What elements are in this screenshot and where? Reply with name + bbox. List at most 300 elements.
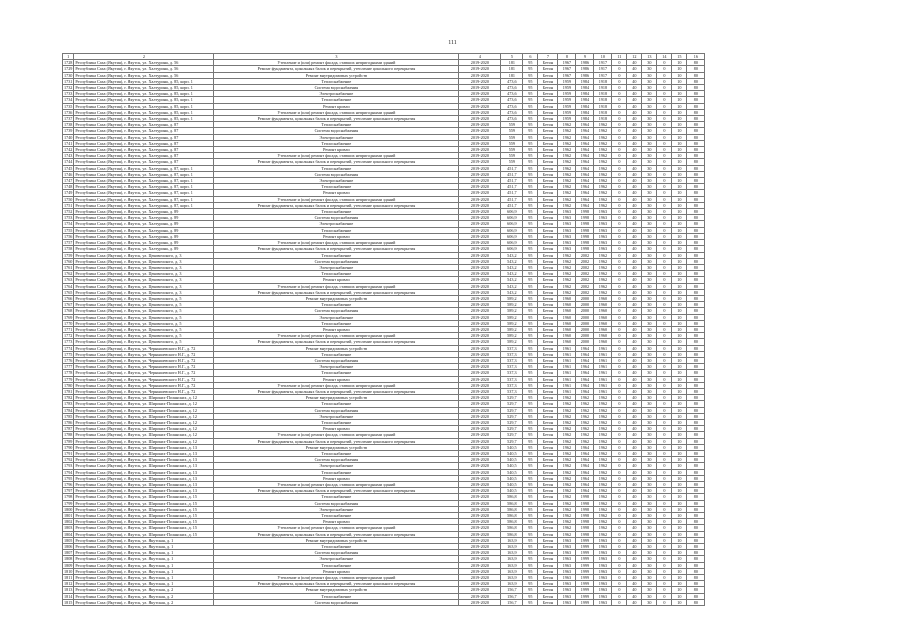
table-cell: Республика Саха (Якутия), г. Якутск, ул. Халтурина, д. 89 — [74, 227, 214, 233]
table-cell: 1962 — [594, 463, 612, 469]
table-cell: 0 — [612, 252, 627, 258]
table-cell: 163,9 — [501, 562, 523, 568]
table-cell: 0 — [657, 401, 672, 407]
table-cell: 1999 — [576, 550, 594, 556]
table-cell: 1964 — [576, 128, 594, 134]
table-cell: 80 — [687, 544, 705, 550]
table-cell: 1963 — [594, 568, 612, 574]
table-cell: 1964 — [576, 469, 594, 475]
table-cell: 1917 — [594, 60, 612, 66]
table-cell: 10 — [672, 575, 687, 581]
table-cell: 30 — [642, 463, 657, 469]
table-cell: 1963 — [558, 209, 576, 215]
column-header: 5 — [501, 54, 523, 60]
table-cell: 10 — [672, 537, 687, 543]
table-cell: 80 — [687, 320, 705, 326]
table-cell: Республика Саха (Якутия), г. Якутск, ул. Халтурина, д. 87 — [74, 128, 214, 134]
table-cell: 0 — [657, 537, 672, 543]
table-cell: 30 — [642, 407, 657, 413]
table-cell: 181 — [501, 72, 523, 78]
table-cell: 2019-2020 — [459, 339, 501, 345]
table-cell: Республика Саха (Якутия), г. Якутск, ул. Халтурина, д. 87, корп. 1 — [74, 190, 214, 196]
table-cell: 1740 — [64, 134, 73, 140]
table-cell: 1962 — [558, 134, 576, 140]
table-cell: 0 — [612, 339, 627, 345]
table-cell: 1734 — [64, 97, 73, 103]
table-cell: 1999 — [576, 556, 594, 562]
table-cell: 1960 — [594, 314, 612, 320]
table-cell: 0 — [657, 513, 672, 519]
table-cell: 163,9 — [501, 537, 523, 543]
table-cell: 95 — [523, 240, 538, 246]
table-cell: Бетон — [538, 97, 558, 103]
column-header: 4 — [459, 54, 501, 60]
table-cell: 2019-2020 — [459, 575, 501, 581]
table-cell: 540,5 — [501, 463, 523, 469]
table-cell: 1962 — [558, 171, 576, 177]
table-cell: 1962 — [594, 457, 612, 463]
table-cell: 2019-2020 — [459, 171, 501, 177]
table-cell: 0 — [657, 209, 672, 215]
table-cell: Бетон — [538, 240, 558, 246]
table-cell: 451,7 — [501, 190, 523, 196]
table-cell: Теплоснабжение — [214, 97, 459, 103]
table-cell: 40 — [627, 116, 642, 122]
table-cell: 40 — [627, 202, 642, 208]
table-cell: 1783 — [64, 401, 73, 407]
table-cell: 589,2 — [501, 326, 523, 332]
table-cell: 559 — [501, 140, 523, 146]
table-cell: 10 — [672, 599, 687, 605]
table-cell: 80 — [687, 494, 705, 500]
table-cell: Республика Саха (Якутия), г. Якутск, ул. Широких-Полянских, д. 12 — [74, 438, 214, 444]
table-cell: 95 — [523, 184, 538, 190]
table-cell: Бетон — [538, 333, 558, 339]
table-cell: 10 — [672, 140, 687, 146]
table-cell: 1798 — [64, 494, 73, 500]
table-cell: Республика Саха (Якутия), г. Якутск, ул. Халтурина, д. 87 — [74, 147, 214, 153]
table-cell: 0 — [657, 134, 672, 140]
table-cell: 0 — [657, 550, 672, 556]
table-cell: Республика Саха (Якутия), г. Якутск, ул. Цековичского, д. 3 — [74, 252, 214, 258]
table-cell: 1811 — [64, 575, 73, 581]
table-cell: 95 — [523, 252, 538, 258]
table-cell: 1805 — [64, 537, 73, 543]
table-cell: 529,7 — [501, 407, 523, 413]
table-cell: Республика Саха (Якутия), г. Якутск, ул. Халтурина, д. 87, корп. 1 — [74, 196, 214, 202]
table-cell: 2019-2020 — [459, 178, 501, 184]
table-cell: 80 — [687, 413, 705, 419]
table-cell: 0 — [612, 357, 627, 363]
table-cell: 80 — [687, 221, 705, 227]
table-cell: 0 — [612, 289, 627, 295]
table-cell: 40 — [627, 196, 642, 202]
table-cell: 1963 — [594, 240, 612, 246]
column-header: 7 — [538, 54, 558, 60]
table-cell: 80 — [687, 451, 705, 457]
table-cell: Бетон — [538, 426, 558, 432]
table-cell: 1998 — [576, 246, 594, 252]
table-cell: 40 — [627, 60, 642, 66]
table-cell: 156,7 — [501, 593, 523, 599]
table-cell: 1964 — [576, 202, 594, 208]
table-cell: Бетон — [538, 116, 558, 122]
table-cell: 1963 — [558, 233, 576, 239]
table-cell: 0 — [612, 438, 627, 444]
table-cell: 10 — [672, 227, 687, 233]
table-cell: Ремонт кровли — [214, 277, 459, 283]
table-cell: 543,2 — [501, 277, 523, 283]
table-cell: Теплоснабжение — [214, 419, 459, 425]
table-cell: Теплоснабжение — [214, 513, 459, 519]
table-cell: 30 — [642, 401, 657, 407]
table-cell: Бетон — [538, 109, 558, 115]
table-cell: 1998 — [576, 494, 594, 500]
table-cell: 0 — [657, 419, 672, 425]
table-cell: Утепление и (или) ремонт фасада, ставших непригодными зданий — [214, 382, 459, 388]
table-cell: 1962 — [594, 159, 612, 165]
table-cell: Бетон — [538, 438, 558, 444]
table-cell: 30 — [642, 246, 657, 252]
table-cell: 40 — [627, 494, 642, 500]
table-cell: 1767 — [64, 302, 73, 308]
table-cell: 1962 — [558, 475, 576, 481]
table-cell: 1961 — [558, 364, 576, 370]
table-cell: 80 — [687, 562, 705, 568]
table-cell: 1984 — [576, 78, 594, 84]
table-cell: 10 — [672, 339, 687, 345]
table-cell: Республика Саха (Якутия), г. Якутск, ул. Цековичского, д. 5 — [74, 314, 214, 320]
table-cell: Республика Саха (Якутия), г. Якутск, ул. Халтурина, д. 87 — [74, 122, 214, 128]
table-cell: 95 — [523, 190, 538, 196]
table-cell: 163,9 — [501, 556, 523, 562]
table-cell: Бетон — [538, 401, 558, 407]
table-cell: 1757 — [64, 240, 73, 246]
table-cell: 1964 — [576, 159, 594, 165]
table-cell: Бетон — [538, 525, 558, 531]
table-cell: 2019-2020 — [459, 587, 501, 593]
table-cell: 80 — [687, 419, 705, 425]
table-cell: 1962 — [558, 190, 576, 196]
table-cell: 540,5 — [501, 457, 523, 463]
table-cell: 95 — [523, 568, 538, 574]
table-cell: 30 — [642, 128, 657, 134]
table-cell: 0 — [612, 60, 627, 66]
table-cell: 1792 — [64, 457, 73, 463]
table-cell: 1984 — [576, 85, 594, 91]
table-cell: 30 — [642, 221, 657, 227]
table-cell: 40 — [627, 178, 642, 184]
table-cell: 0 — [657, 438, 672, 444]
table-cell: 1963 — [558, 550, 576, 556]
table-cell: 30 — [642, 500, 657, 506]
table-cell: 1790 — [64, 444, 73, 450]
table-cell: 95 — [523, 513, 538, 519]
table-cell: 95 — [523, 357, 538, 363]
table-cell: 540,5 — [501, 451, 523, 457]
table-cell: 80 — [687, 271, 705, 277]
table-cell: Бетон — [538, 326, 558, 332]
table-cell: Бетон — [538, 599, 558, 605]
table-cell: Республика Саха (Якутия), г. Якутск, ул. Цековичского, д. 5 — [74, 326, 214, 332]
table-cell: 2019-2020 — [459, 277, 501, 283]
table-cell: 473,6 — [501, 109, 523, 115]
table-cell: 30 — [642, 283, 657, 289]
table-cell: 95 — [523, 457, 538, 463]
table-cell: 0 — [657, 85, 672, 91]
table-cell: Теплоснабжение — [214, 351, 459, 357]
table-cell: Ремонт фундамента, цокольных балок и перекрытий, утепление цокольного перекрытия — [214, 488, 459, 494]
table-cell: 529,7 — [501, 426, 523, 432]
table-cell: 80 — [687, 258, 705, 264]
table-cell: 537,3 — [501, 351, 523, 357]
table-cell: 2019-2020 — [459, 159, 501, 165]
table-cell: 473,6 — [501, 116, 523, 122]
table-cell: 2019-2020 — [459, 550, 501, 556]
table-cell: 0 — [657, 444, 672, 450]
table-cell: 40 — [627, 475, 642, 481]
table-cell: Республика Саха (Якутия), г. Якутск, ул. Якутская, д. 1 — [74, 568, 214, 574]
table-cell: 0 — [657, 258, 672, 264]
table-cell: 1999 — [576, 593, 594, 599]
table-cell: 40 — [627, 140, 642, 146]
table-cell: 1962 — [594, 165, 612, 171]
table-cell: 80 — [687, 140, 705, 146]
table-cell: 80 — [687, 488, 705, 494]
table-cell: 30 — [642, 91, 657, 97]
table-cell: 1754 — [64, 221, 73, 227]
table-cell: Республика Саха (Якутия), г. Якутск, ул. Широких-Полянских, д. 13 — [74, 482, 214, 488]
table-cell: 1962 — [594, 184, 612, 190]
table-cell: 95 — [523, 97, 538, 103]
table-cell: Республика Саха (Якутия), г. Якутск, ул. Якутская, д. 1 — [74, 581, 214, 587]
table-cell: 1917 — [594, 72, 612, 78]
table-cell: 1962 — [558, 283, 576, 289]
table-cell: Республика Саха (Якутия), г. Якутск, ул. Цековичского, д. 3 — [74, 258, 214, 264]
table-cell: 1738 — [64, 122, 73, 128]
table-cell: 2019-2020 — [459, 103, 501, 109]
table-cell: 1962 — [594, 190, 612, 196]
table-cell: 586,8 — [501, 513, 523, 519]
table-cell: 2019-2020 — [459, 463, 501, 469]
table-cell: 0 — [657, 556, 672, 562]
table-cell: 1963 — [558, 246, 576, 252]
table-cell: 1963 — [558, 544, 576, 550]
table-cell: Бетон — [538, 283, 558, 289]
table-cell: 0 — [612, 134, 627, 140]
table-cell: 1964 — [576, 382, 594, 388]
table-cell: 40 — [627, 432, 642, 438]
table-cell: Бетон — [538, 308, 558, 314]
table-cell: Республика Саха (Якутия), г. Якутск, ул. Широких-Полянских, д. 12 — [74, 413, 214, 419]
table-cell: 95 — [523, 370, 538, 376]
table-cell: 95 — [523, 295, 538, 301]
table-cell: 1758 — [64, 246, 73, 252]
table-cell: 95 — [523, 488, 538, 494]
table-cell: 80 — [687, 314, 705, 320]
table-cell: Бетон — [538, 320, 558, 326]
table-cell: 0 — [612, 407, 627, 413]
table-cell: 10 — [672, 178, 687, 184]
table-cell: 30 — [642, 314, 657, 320]
table-cell: 0 — [612, 196, 627, 202]
table-cell: Республика Саха (Якутия), г. Якутск, ул. Широких-Полянских, д. 12 — [74, 401, 214, 407]
table-cell: Бетон — [538, 488, 558, 494]
table-cell: Республика Саха (Якутия), г. Якутск, ул. Халтурина, д. 89 — [74, 221, 214, 227]
table-cell: 2000 — [576, 295, 594, 301]
table-cell: 40 — [627, 190, 642, 196]
table-cell: 0 — [612, 513, 627, 519]
table-cell: 0 — [657, 271, 672, 277]
table-cell: Республика Саха (Якутия), г. Якутск, ул. Халтурина, д. 87 — [74, 153, 214, 159]
table-cell: 40 — [627, 382, 642, 388]
table-cell: 451,7 — [501, 171, 523, 177]
table-cell: 10 — [672, 109, 687, 115]
table-cell: 95 — [523, 171, 538, 177]
table-cell: 163,9 — [501, 544, 523, 550]
column-header: 1 — [63, 54, 74, 60]
table-cell: 1999 — [576, 599, 594, 605]
table-cell: 0 — [657, 97, 672, 103]
table-cell: 1962 — [576, 395, 594, 401]
table-cell: 1960 — [594, 308, 612, 314]
table-cell: 1960 — [558, 295, 576, 301]
table-cell: 10 — [672, 196, 687, 202]
table-cell: 40 — [627, 103, 642, 109]
table-cell: 95 — [523, 140, 538, 146]
table-cell: 1781 — [64, 388, 73, 394]
table-cell: 1959 — [558, 97, 576, 103]
table-cell: 0 — [657, 215, 672, 221]
table-cell: 0 — [612, 376, 627, 382]
table-cell: 0 — [657, 221, 672, 227]
table-cell: 2019-2020 — [459, 432, 501, 438]
table-cell: 1959 — [558, 103, 576, 109]
table-cell: 2019-2020 — [459, 66, 501, 72]
table-cell: 0 — [657, 388, 672, 394]
table-cell: 1962 — [558, 252, 576, 258]
table-cell: 1960 — [594, 339, 612, 345]
table-cell: 2019-2020 — [459, 134, 501, 140]
table-cell: 10 — [672, 333, 687, 339]
table-cell: 0 — [612, 78, 627, 84]
table-cell: 1730 — [64, 72, 73, 78]
table-cell: 2002 — [576, 264, 594, 270]
table-cell: Республика Саха (Якутия), г. Якутск, ул. Широких-Полянских, д. 13 — [74, 463, 214, 469]
table-row — [63, 599, 705, 605]
table-cell: 0 — [612, 295, 627, 301]
table-cell: 95 — [523, 482, 538, 488]
table-cell: 10 — [672, 469, 687, 475]
table-cell: 0 — [612, 314, 627, 320]
table-cell: 0 — [657, 519, 672, 525]
column-header: 16 — [687, 54, 705, 60]
table-cell: 40 — [627, 184, 642, 190]
table-cell: 156,7 — [501, 599, 523, 605]
table-cell: Бетон — [538, 457, 558, 463]
table-cell: 1963 — [594, 537, 612, 543]
table-cell: 95 — [523, 432, 538, 438]
table-cell: 1771 — [64, 326, 73, 332]
table-cell: 1963 — [558, 581, 576, 587]
table-cell: 10 — [672, 550, 687, 556]
table-cell: 1918 — [594, 78, 612, 84]
table-cell: Теплоснабжение — [214, 320, 459, 326]
table-cell: 1964 — [576, 178, 594, 184]
table-cell: 1962 — [558, 432, 576, 438]
table-cell: 1963 — [594, 209, 612, 215]
table-cell: 1743 — [64, 153, 73, 159]
page-number: 111 — [448, 40, 457, 46]
table-cell: 2019-2020 — [459, 419, 501, 425]
table-cell: 0 — [612, 147, 627, 153]
table-cell: 1962 — [594, 426, 612, 432]
table-cell: 80 — [687, 500, 705, 506]
table-cell: 0 — [657, 413, 672, 419]
table-cell: 1962 — [594, 525, 612, 531]
table-cell: 1963 — [558, 556, 576, 562]
table-cell: Республика Саха (Якутия), г. Якутск, ул. Халтурина, д. 87, корп. 1 — [74, 184, 214, 190]
table-cell: 95 — [523, 333, 538, 339]
table-cell: 10 — [672, 500, 687, 506]
table-cell: 0 — [657, 357, 672, 363]
table-cell: 1962 — [558, 407, 576, 413]
table-cell: 0 — [657, 147, 672, 153]
table-cell: 1986 — [576, 72, 594, 78]
table-cell: 30 — [642, 370, 657, 376]
table-cell: Электроснабжение — [214, 413, 459, 419]
table-cell: 80 — [687, 333, 705, 339]
table-cell: 30 — [642, 444, 657, 450]
table-cell: 1999 — [576, 581, 594, 587]
table-cell: 95 — [523, 388, 538, 394]
table-cell: 80 — [687, 351, 705, 357]
table-cell: 606,9 — [501, 233, 523, 239]
table-cell: 1759 — [64, 252, 73, 258]
table-cell: Бетон — [538, 153, 558, 159]
table-cell: 1747 — [64, 178, 73, 184]
table-cell: 2019-2020 — [459, 302, 501, 308]
table-cell: Электроснабжение — [214, 364, 459, 370]
table-cell: 2019-2020 — [459, 116, 501, 122]
table-cell: Республика Саха (Якутия), г. Якутск, ул. Широких-Полянских, д. 15 — [74, 500, 214, 506]
table-cell: 95 — [523, 599, 538, 605]
table-cell: Бетон — [538, 165, 558, 171]
table-cell: 40 — [627, 128, 642, 134]
table-cell: 1962 — [594, 196, 612, 202]
table-cell: 0 — [657, 525, 672, 531]
table-cell: 1962 — [558, 500, 576, 506]
table-cell: 2000 — [576, 333, 594, 339]
table-cell: 1964 — [576, 451, 594, 457]
table-cell: 10 — [672, 320, 687, 326]
table-cell: Ремонт кровли — [214, 568, 459, 574]
table-cell: 0 — [657, 165, 672, 171]
table-cell: 1779 — [64, 376, 73, 382]
table-cell: 2019-2020 — [459, 407, 501, 413]
table-cell: 1769 — [64, 314, 73, 320]
table-cell: 1962 — [558, 153, 576, 159]
table-cell: Утепление и (или) ремонт фасада, ставших непригодными зданий — [214, 60, 459, 66]
table-cell: 0 — [612, 215, 627, 221]
table-cell: Республика Саха (Якутия), г. Якутск, ул. Якутская, д. 1 — [74, 550, 214, 556]
table-cell: Бетон — [538, 128, 558, 134]
table-cell: Электроснабжение — [214, 91, 459, 97]
table-cell: 1962 — [594, 289, 612, 295]
table-cell: Республика Саха (Якутия), г. Якутск, ул. Халтурина, д. 56 — [74, 66, 214, 72]
table-cell: Бетон — [538, 370, 558, 376]
table-cell: 40 — [627, 531, 642, 537]
